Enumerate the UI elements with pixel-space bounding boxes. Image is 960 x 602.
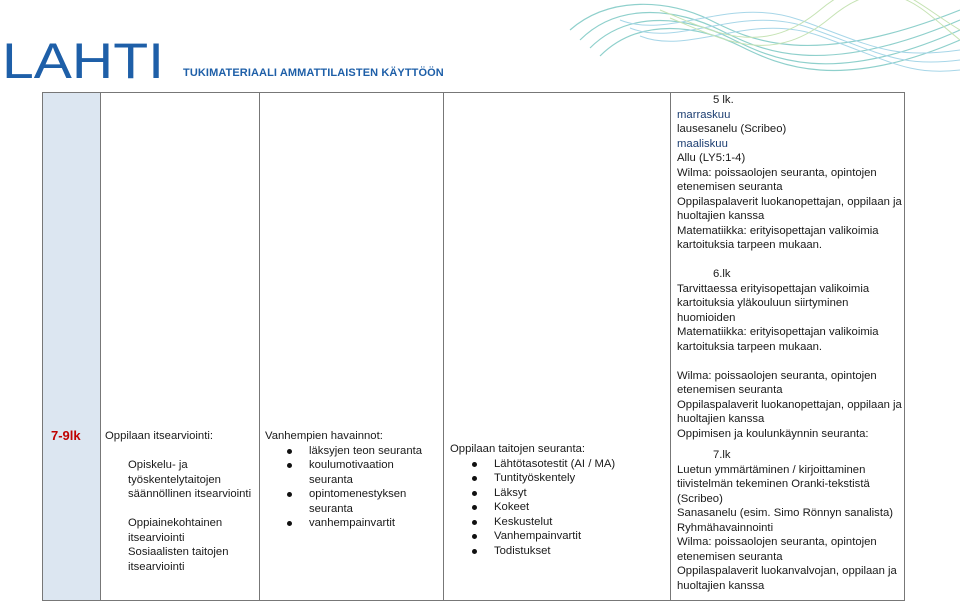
parents-title: Vanhempien havainnot: (265, 430, 383, 442)
parents-item: vanhempainvartit (265, 516, 440, 531)
parents-item: opintomenestyksen seuranta (265, 487, 440, 516)
wilma-text: Wilma: poissaolojen seuranta, opintojen etenemisen seuranta (677, 536, 877, 563)
skills-item: Tuntityöskentely (450, 471, 665, 486)
tarvittaessa-text: Tarvittaessa erityisopettajan valikoimia kartoituksia yläkouluun siirtyminen huomioiden (677, 282, 870, 324)
self-assessment-line: säännöllinen itsearviointi (128, 488, 252, 500)
palaverit-text: Oppilaspalaverit luokanopettajan, oppilaan ja huoltajien kanssa (677, 195, 902, 222)
grade5-heading: 5 lk. (713, 94, 734, 106)
palaverit-text: Oppilaspalaverit luokanvalvojan, oppilaan ja huoltajien kanssa (677, 565, 897, 592)
self-assessment-line: Oppiainekohtainen (128, 517, 223, 529)
math-text: Matematiikka: erityisopettajan valikoimia kartoituksia tarpeen mukaan. (677, 326, 879, 353)
grade7-heading: 7.lk (713, 449, 731, 461)
skills-cell (450, 442, 665, 558)
may-label: maaliskuu (677, 137, 728, 150)
may-text: Allu (LY5:1-4) (677, 152, 746, 164)
skills-item: Todistukset (450, 544, 665, 559)
learning-title: Oppimisen ja koulunkäynnin seuranta: (677, 427, 869, 440)
skills-title: Oppilaan taitojen seuranta: (450, 443, 586, 455)
notes-cell (677, 93, 903, 593)
svg-text:LAHTI: LAHTI (2, 38, 164, 84)
self-assessment-line: työskentelytaitojen (128, 473, 221, 486)
self-assessment-line: itsearviointi (128, 560, 185, 573)
self-assessment-cell (105, 429, 255, 574)
grade-label: 7-9lk (51, 428, 81, 443)
wilma-text: Wilma: poissaolojen seuranta, opintojen etenemisen seuranta (677, 369, 877, 396)
column-divider (670, 93, 671, 600)
november-text: lausesanelu (Scribeo) (677, 123, 787, 135)
parents-cell (265, 429, 440, 531)
column-divider (443, 93, 444, 600)
math-text: Matematiikka: erityisopettajan valikoimia kartoituksia tarpeen mukaan. (677, 224, 879, 251)
parents-item: läksyjen teon seuranta (265, 444, 440, 459)
decorative-waves (560, 0, 960, 92)
grade6-heading: 6.lk (713, 268, 731, 280)
self-assessment-line: itsearviointi (128, 531, 185, 544)
self-assessment-line: Sosiaalisten taitojen (128, 546, 229, 558)
skills-item: Lähtötasotestit (AI / MA) (450, 457, 665, 472)
skills-item: Vanhempainvartit (450, 529, 665, 544)
november-label: marraskuu (677, 108, 731, 121)
header-subtitle: TUKIMATERIAALI AMMATTILAISTEN KÄYTTÖÖN (183, 67, 444, 79)
lahti-logo (2, 38, 168, 84)
skills-item: Keskustelut (450, 515, 665, 530)
skills-item: Läksyt (450, 486, 665, 501)
palaverit-text: Oppilaspalaverit luokanopettajan, oppilaan ja huoltajien kanssa (677, 398, 902, 425)
grade-column (43, 93, 101, 600)
self-assessment-title: Oppilaan itsearviointi: (105, 430, 214, 442)
column-divider (259, 93, 260, 600)
sanasanelu-text: Sanasanelu (esim. Simo Rönnyn sanalista) Ryhmähavainnointi (677, 507, 894, 534)
assessment-table (42, 92, 905, 601)
parents-item: koulumotivaation seuranta (265, 458, 440, 487)
luetun-text: Luetun ymmärtäminen / kirjoittaminen tiivistelmän tekeminen Oranki-tekstistä (Scribeo) (677, 463, 870, 505)
skills-item: Kokeet (450, 500, 665, 515)
wilma-text: Wilma: poissaolojen seuranta, opintojen etenemisen seuranta (677, 166, 877, 193)
self-assessment-line: Opiskelu- ja (128, 459, 188, 471)
